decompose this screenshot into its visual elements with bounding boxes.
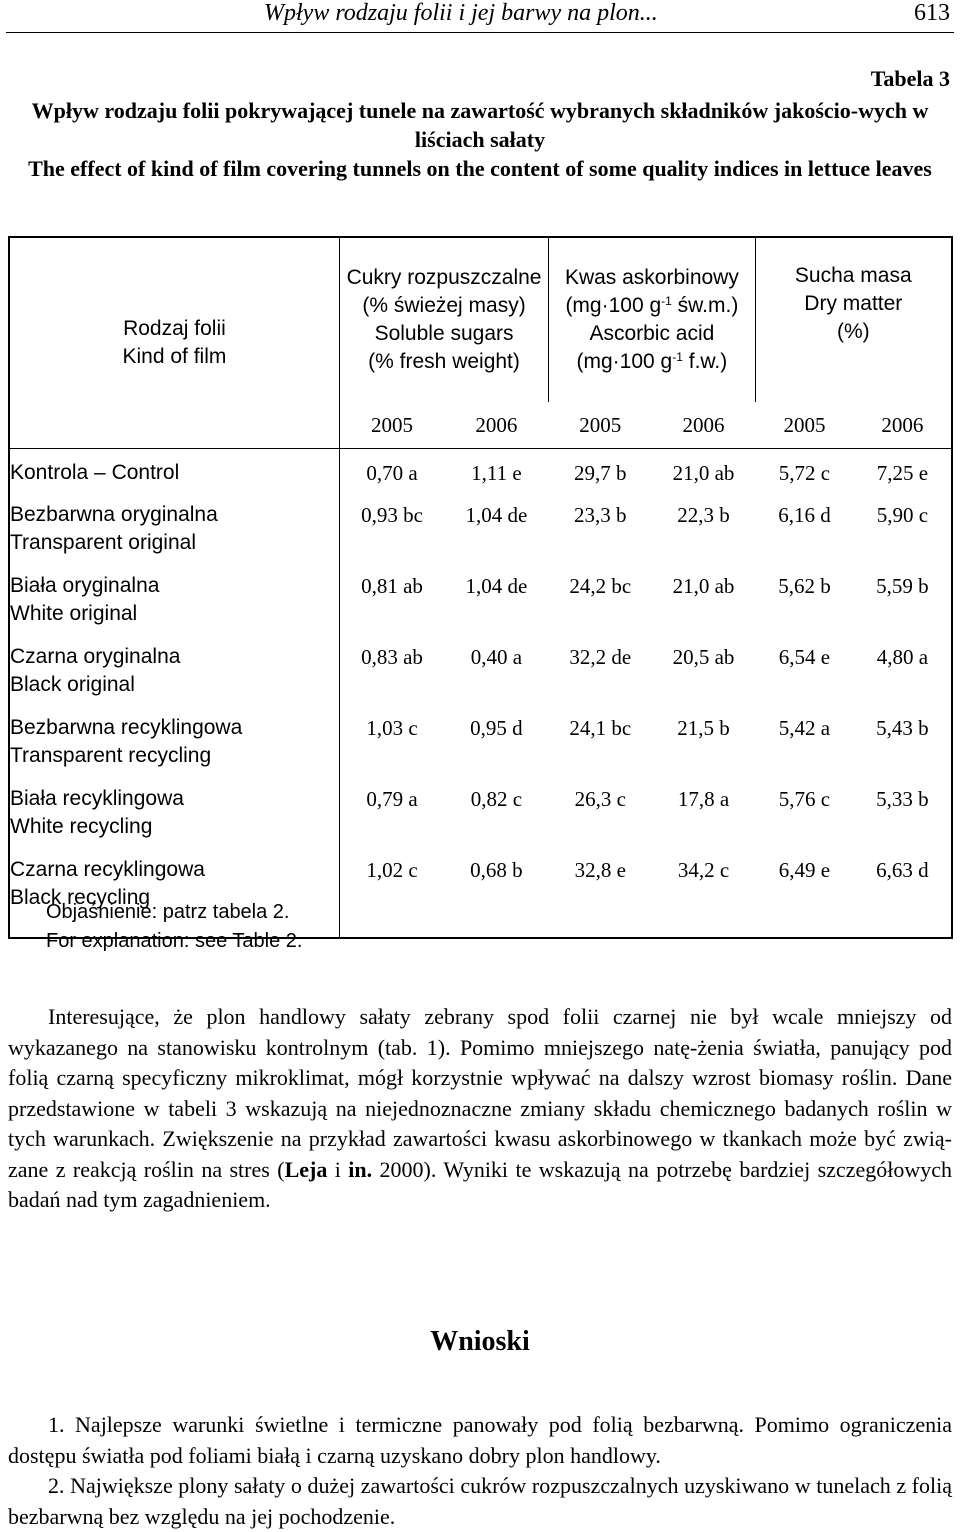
table-label: Tabela 3 (870, 66, 950, 91)
cell: 17,8 a (677, 787, 730, 811)
row-name: Bezbarwna recyklingowa Transparent recycling (9, 714, 339, 785)
cell: 1,11 e (471, 461, 522, 485)
conclusion-1: 1. Najlepsze warunki świetlne i termiczne panowały pod folią bezbarwną. Pomimo ograniczenia dostępu światła pod foliami białą i czarną uzyskano dobry plon handlowy. (8, 1412, 952, 1468)
cell: 6,54 e (778, 645, 831, 669)
cell: 5,90 c (876, 503, 929, 527)
running-head (0, 0, 960, 32)
cell: 1,03 c (366, 716, 418, 740)
citation-author: Leja (284, 1156, 328, 1182)
cell: 34,2 c (677, 858, 730, 882)
cell: 29,7 b (574, 461, 627, 485)
table-row (9, 785, 952, 856)
cell: 24,2 bc (569, 574, 632, 598)
table-row (9, 572, 952, 643)
cell: 32,2 de (569, 645, 632, 669)
page-number: 613 (914, 0, 950, 26)
cell: 0,68 b (470, 858, 523, 882)
year-header: 2006 (444, 402, 549, 449)
row-name: Bezbarwna oryginalna Transparent original (9, 501, 339, 572)
cell: 21,0 ab (672, 461, 735, 485)
caption-pl: Wpływ rodzaju folii pokrywającej tunele na zawartość wybranych składników jakościo-wych w liściach sałaty (31, 98, 929, 152)
section-heading: Wnioski (430, 1326, 530, 1357)
cell: 32,8 e (574, 858, 626, 882)
cell: 5,62 b (778, 574, 831, 598)
row-name: Czarna recyklingowa Black recycling (9, 856, 339, 938)
cell: 23,3 b (574, 503, 627, 527)
cell: 0,83 ab (361, 645, 423, 669)
cell: 7,25 e (876, 461, 929, 485)
cell: 4,80 a (876, 645, 929, 669)
dry-matter-header: Sucha masa Dry matter (%) (794, 264, 912, 343)
cell: 6,49 e (778, 858, 831, 882)
year-header: 2005 (339, 402, 444, 449)
row-name: Biała oryginalna White original (9, 572, 339, 643)
note-pl: Objaśnienie: patrz tabela 2. (46, 901, 290, 923)
note-en: For explanation: see Table 2. (46, 930, 303, 952)
body-paragraph: Interesujące, że plon handlowy sałaty zebrany spod folii czarnej nie był wcale mniejszy od wykazanego na stanowisku kontrolnym (tab. 1). Pomimo mniejszego natę-żenia światła, panujący pod folią czarną specyficzny mikroklimat, mógł korzystnie wpływać na dalszy wzrost biomasy roślin. Dane przedstawione w tabeli 3 wskazują na niejednoznaczne zmiany składu chemicznego badanych roślin w tych warunkach. Zwiększenie na przykład zawartości kwasu askorbinowego w tkankach może być zwią-zane z reakcją roślin na stres (Leja i in. 2000). Wyniki te wskazują na potrzebę bardziej szczegółowych badań nad tym zagadnieniem. (8, 1004, 952, 1212)
running-title: Wpływ rodzaju folii i jej barwy na plon... (264, 0, 658, 26)
cell: 5,42 a (778, 716, 831, 740)
row-name: Czarna oryginalna Black original (9, 643, 339, 714)
caption-en: The effect of kind of film covering tunnels on the content of some quality indices in lettuce leaves (28, 156, 932, 181)
year-header: 2006 (854, 402, 952, 449)
cell: 6,16 d (778, 503, 831, 527)
cell: 1,04 de (465, 574, 528, 598)
cell: 6,63 d (876, 858, 929, 882)
cell: 5,59 b (876, 574, 929, 598)
cell: 0,81 ab (361, 574, 423, 598)
kind-of-film-header: Rodzaj folii Kind of film (9, 237, 339, 449)
cell: 0,70 a (366, 461, 418, 485)
cell: 0,82 c (470, 787, 523, 811)
cell: 5,43 b (876, 716, 929, 740)
table-row (9, 643, 952, 714)
table-row (9, 501, 952, 572)
cell: 0,40 a (470, 645, 523, 669)
cell: 24,1 bc (569, 716, 632, 740)
table-caption (8, 96, 952, 183)
cell: 0,93 bc (361, 503, 423, 527)
ascorbic-acid-header: Kwas askorbinowy (mg·100 $g^{-1}$ św.m.) Ascorbic acid (mg·100 $g^{-1}$ f.w.) (549, 237, 755, 402)
table-notes (46, 898, 302, 956)
cell: 1,02 c (366, 858, 418, 882)
cell: 5,76 c (778, 787, 831, 811)
cell: 5,72 c (778, 461, 831, 485)
data-table (8, 236, 953, 939)
cell: 22,3 b (677, 503, 730, 527)
header-rule (6, 32, 954, 33)
cell: 26,3 c (574, 787, 626, 811)
cell: 21,5 b (677, 716, 730, 740)
table-row (9, 449, 952, 502)
cell: 5,33 b (876, 787, 929, 811)
row-name: Kontrola – Control (9, 449, 339, 502)
cell: 0,95 d (470, 716, 523, 740)
table-row (9, 714, 952, 785)
cell: 21,0 ab (672, 574, 735, 598)
year-header: 2005 (549, 402, 652, 449)
soluble-sugars-header: Cukry rozpuszczalne (% świeżej masy) Soluble sugars (% fresh weight) (339, 237, 548, 402)
cell: 0,79 a (366, 787, 418, 811)
row-name: Biała recyklingowa White recycling (9, 785, 339, 856)
cell: 20,5 ab (672, 645, 735, 669)
year-header: 2005 (755, 402, 854, 449)
conclusion-2: 2. Największe plony sałaty o dużej zawartości cukrów rozpuszczalnych uzyskiwano w tunelach z folią bezbarwną bez względu na jej pochodzenie. (8, 1473, 952, 1529)
year-header: 2006 (652, 402, 755, 449)
cell: 1,04 de (465, 503, 528, 527)
citation-etal: in. (348, 1156, 373, 1182)
